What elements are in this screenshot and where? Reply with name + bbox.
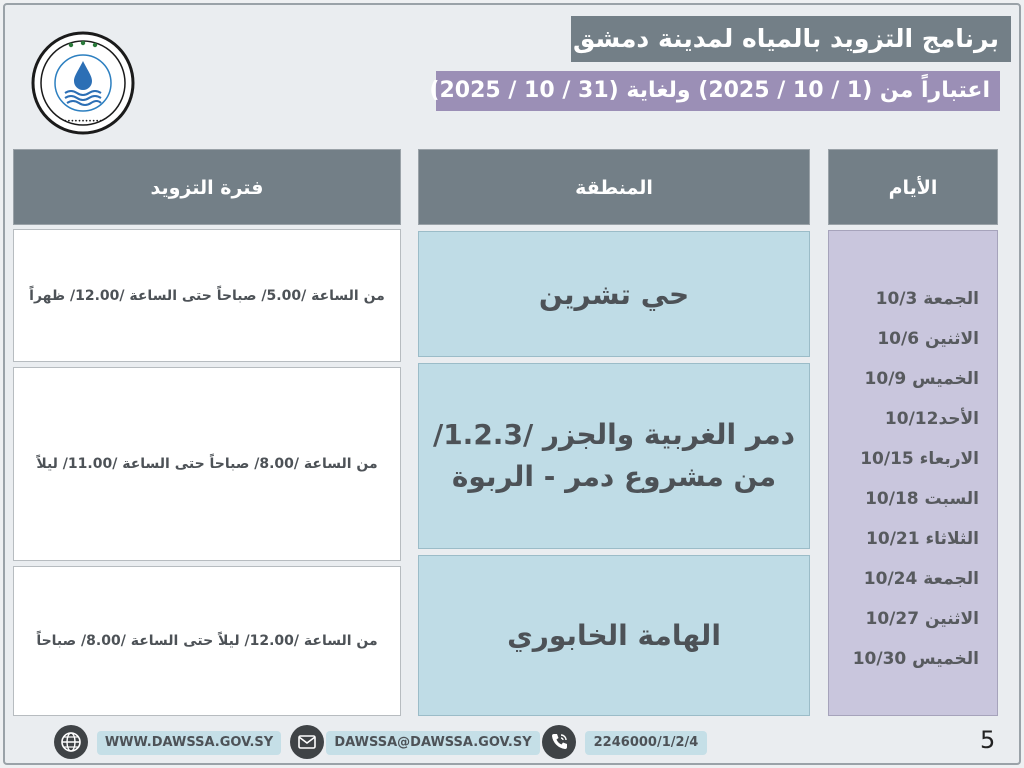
area-label: الهامة الخابوري [507,619,721,652]
website-link[interactable]: WWW.DAWSSA.GOV.SY [97,731,281,755]
day-item: الخميس 10/9 [864,369,979,389]
day-item: السبت 10/18 [865,489,979,509]
day-item: الخميس 10/30 [852,649,979,669]
day-item: الجمعة 10/24 [863,569,979,589]
day-item: الثلاثاء 10/21 [866,529,979,549]
page-title: برنامج التزويد بالمياه لمدينة دمشق [571,16,1011,62]
day-item: الاربعاء 10/15 [860,449,979,469]
email-link[interactable]: DAWSSA@DAWSSA.GOV.SY [326,731,540,755]
day-item: الاثنين 10/27 [865,609,979,629]
water-drop-emblem-icon [31,31,135,135]
day-item: الأحد10/12 [884,409,979,429]
header-days: الأيام [828,149,998,225]
area-label-sub: من مشروع دمر - الربوة [451,460,777,493]
period-cell: من الساعة /5.00/ صباحاً حتى الساعة /12.00/ ظهراً [13,229,401,362]
period-cell: من الساعة /12.00/ ليلاً حتى الساعة /8.00/ صباحاً [13,566,401,716]
area-label: حي تشرين [538,277,690,311]
day-item: الجمعة 10/3 [875,289,979,309]
days-list [828,230,998,716]
area-cell-dummar [418,363,810,549]
area-cell-hameh [418,555,810,716]
svg-text:•••••••••••: ••••••••••• [63,118,103,125]
header-area: المنطقة [418,149,810,225]
envelope-icon [290,725,324,759]
phone-icon [542,725,576,759]
area-cell-tishreen [418,231,810,357]
page-number: 5 [980,726,996,754]
period-cell: من الساعة /8.00/ صباحاً حتى الساعة /11.00/ ليلاً [13,367,401,561]
day-item: الاثنين 10/6 [877,329,979,349]
globe-icon [54,725,88,759]
header-period: فترة التزويد [13,149,401,225]
date-range-banner: اعتباراً من (1 / 10 / 2025) ولغاية (31 / 10 / 2025) [436,71,1000,111]
area-label: دمر الغربية والجزر /1.2.3/ [432,418,796,451]
logo [31,31,135,135]
phone-number: 2246000/1/2/4 [585,731,707,755]
